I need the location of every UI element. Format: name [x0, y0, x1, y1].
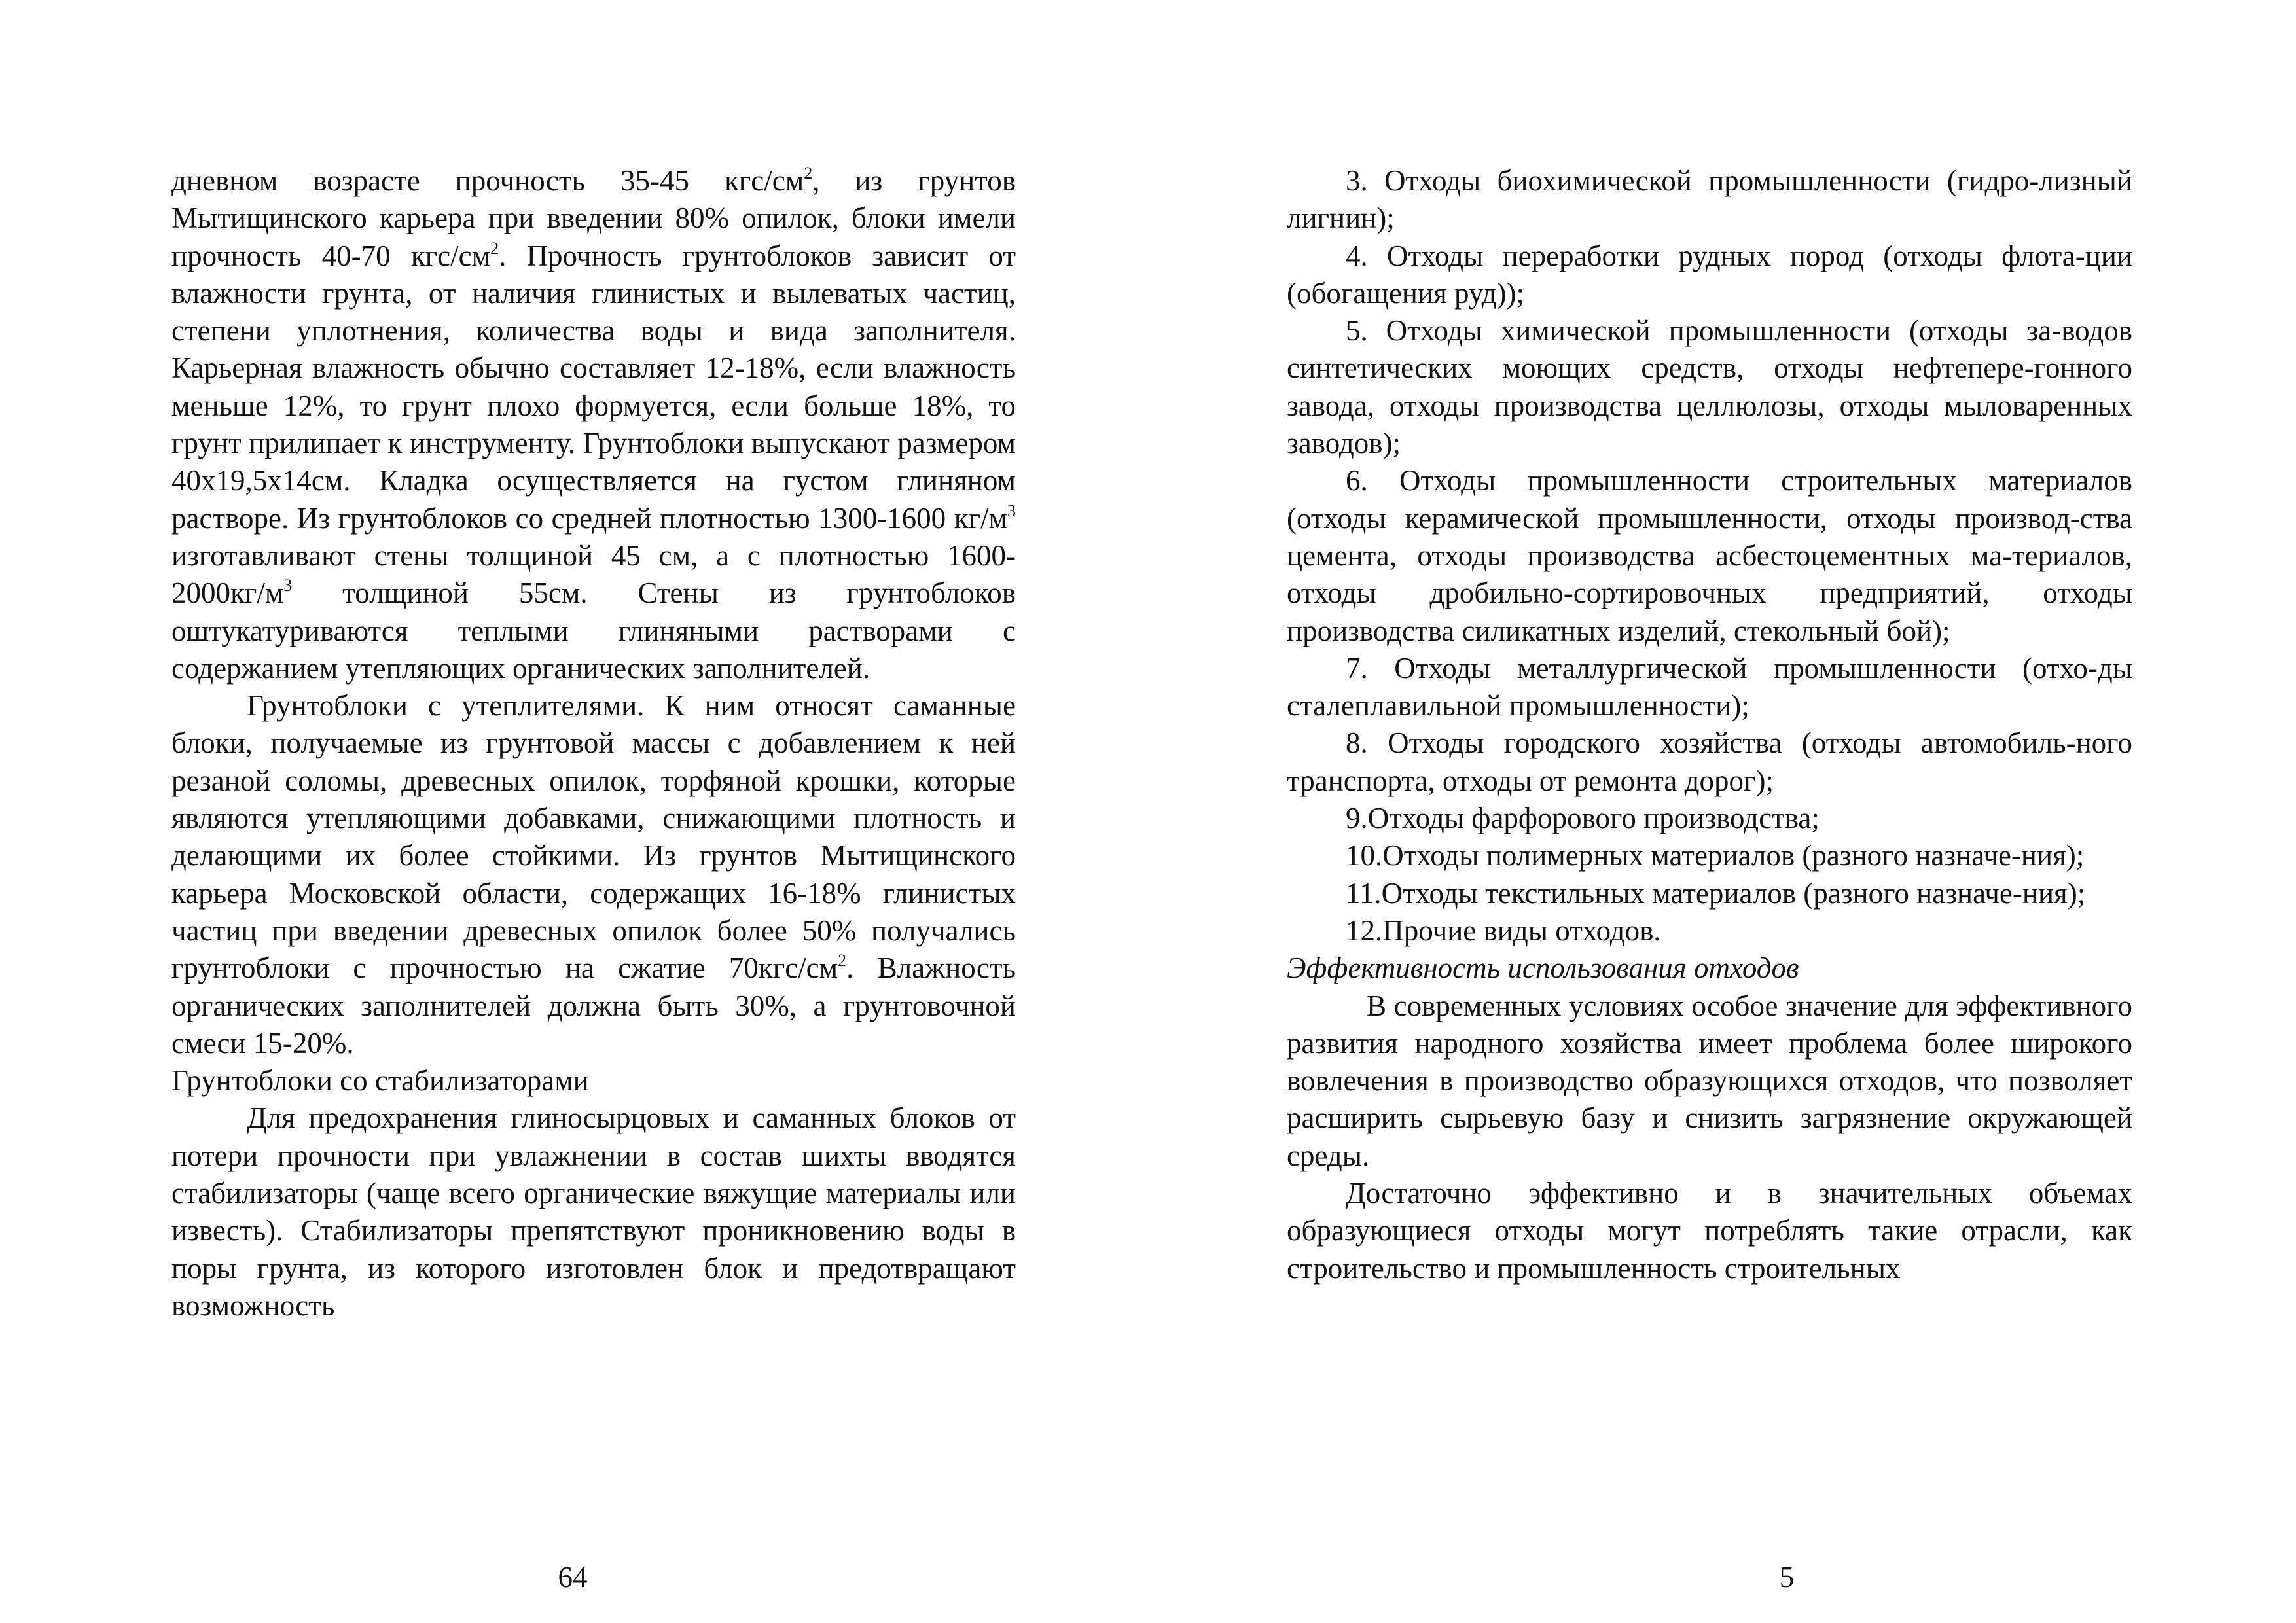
- superscript: 2: [804, 164, 813, 183]
- list-item-waste-4: 4. Отходы переработки рудных пород (отходы флота-ции (обогащения руд));: [1287, 239, 2132, 310]
- right-page: [1148, 0, 2296, 1623]
- section-heading-waste-efficiency: Эффективность использования отходов: [1287, 952, 1799, 985]
- text-run: . Прочность грунтоблоков зависит от влажности грунта, от наличия глинистых и вылеватых частиц, степени уплотнения, количества воды и вида заполнителя. Карьерная влажность обычно составляет 12-18%, если влажность меньше 12%, то грунт плохо формуется, если больше 18%, то грунт прилипает к инструменту. Грунтоблоки выпускают размером 40х19,5х14см. Кладка осуществляется на густом глиняном растворе. Из грунтоблоков со средней плотностью 1300-1600 кг/м: [171, 239, 1016, 535]
- left-text-column: [171, 162, 1016, 1325]
- list-item-waste-11: 11.Отходы текстильных материалов (разного назначе-ния);: [1346, 876, 2086, 910]
- text-run: дневном возрасте прочность 35-45 кгс/см: [171, 164, 804, 197]
- text-run: толщиной 55см. Стены из грунтоблоков оштукатуриваются теплыми глиняными растворами с содержанием утепляющих органических заполнителей.: [171, 577, 1016, 685]
- superscript: 3: [1007, 501, 1016, 520]
- page-number-right: 5: [1779, 1561, 1795, 1594]
- text-run: Грунтоблоки с утеплителями. К ним относят саманные блоки, получаемые из грунтовой массы с добавлением к ней резаной соломы, древесных опилок, торфяной крошки, которые являются утепляющими добавками, снижающими плотность и делающими их более стойкими. Из грунтов Мытищинского карьера Московской области, содержащих 16-18% глинистых частиц при введении древесных опилок более 50% получались грунтоблоки с прочностью на сжатие 70кгс/см: [171, 689, 1016, 985]
- list-item-waste-8: 8. Отходы городского хозяйства (отходы автомобиль-ного транспорта, отходы от ремонта дорог);: [1287, 726, 2132, 797]
- paragraph-soil-block-strength: [171, 162, 1016, 687]
- list-item-waste-5: 5. Отходы химической промышленности (отходы за-водов синтетических моющих средств, отходы нефтепере-гонного завода, отходы производства целлюлозы, отходы мыловаренных заводов);: [1287, 314, 2132, 460]
- list-item-waste-7: 7. Отходы металлургической промышленности (отхо-ды сталеплавильной промышленности);: [1287, 651, 2132, 722]
- paragraph-insulated-soil-blocks: [171, 687, 1016, 1062]
- paragraph-modern-conditions: В современных условиях особое значение для эффективного развития народного хозяйства имеет проблема более широкого вовлечения в производство образующихся отходов, что позволяет расширить сырьевую базу и снизить загрязнение окружающей среды.: [1287, 989, 2132, 1172]
- list-item-waste-6: 6. Отходы промышленности строительных материалов (отходы керамической промышленности, отходы производ-ства цемента, отходы производства асбестоцементных ма-териалов, отходы дробильно-сортировочных предприятий, отходы производства силикатных изделий, стекольный бой);: [1287, 464, 2132, 647]
- section-heading-stabilizers: Грунтоблоки со стабилизаторами: [171, 1064, 589, 1097]
- list-item-waste-9: 9.Отходы фарфорового производства;: [1346, 802, 1820, 835]
- paragraph-stabilizers: Для предохранения глиносырцовых и саманных блоков от потери прочности при увлажнении в состав шихты вводятся стабилизаторы (чаще всего органические вяжущие материалы или известь). Стабилизаторы препятствуют проникновению воды в поры грунта, из которого изготовлен блок и предотвращают возможность: [171, 1101, 1016, 1322]
- superscript: 2: [838, 951, 847, 971]
- right-text-column: [1287, 162, 2132, 1287]
- page-number-left: 64: [558, 1561, 588, 1594]
- text-run: изготавливают стены толщиной 45 см, а с плотностью 1600-2000кг/м: [171, 539, 1016, 610]
- text-run: , из грунтов Мытищинского карьера при введении 80% опилок, блоки имели прочность 40-70 кгс/см: [171, 164, 1016, 272]
- paragraph-industries-consumption: Достаточно эффективно и в значительных объемах образующиеся отходы могут потреблять такие отрасли, как строительство и промышленность строительных: [1287, 1177, 2132, 1285]
- list-item-waste-10: 10.Отходы полимерных материалов (разного назначе-ния);: [1346, 839, 2085, 872]
- superscript: 2: [490, 238, 499, 258]
- list-item-waste-3: 3. Отходы биохимической промышленности (гидро-лизный лигнин);: [1287, 164, 2132, 235]
- superscript: 3: [283, 576, 293, 596]
- text-run: . Влажность органических заполнителей должна быть 30%, а грунтовочной смеси 15-20%.: [171, 952, 1016, 1060]
- list-item-waste-12: 12.Прочие виды отходов.: [1346, 914, 1661, 947]
